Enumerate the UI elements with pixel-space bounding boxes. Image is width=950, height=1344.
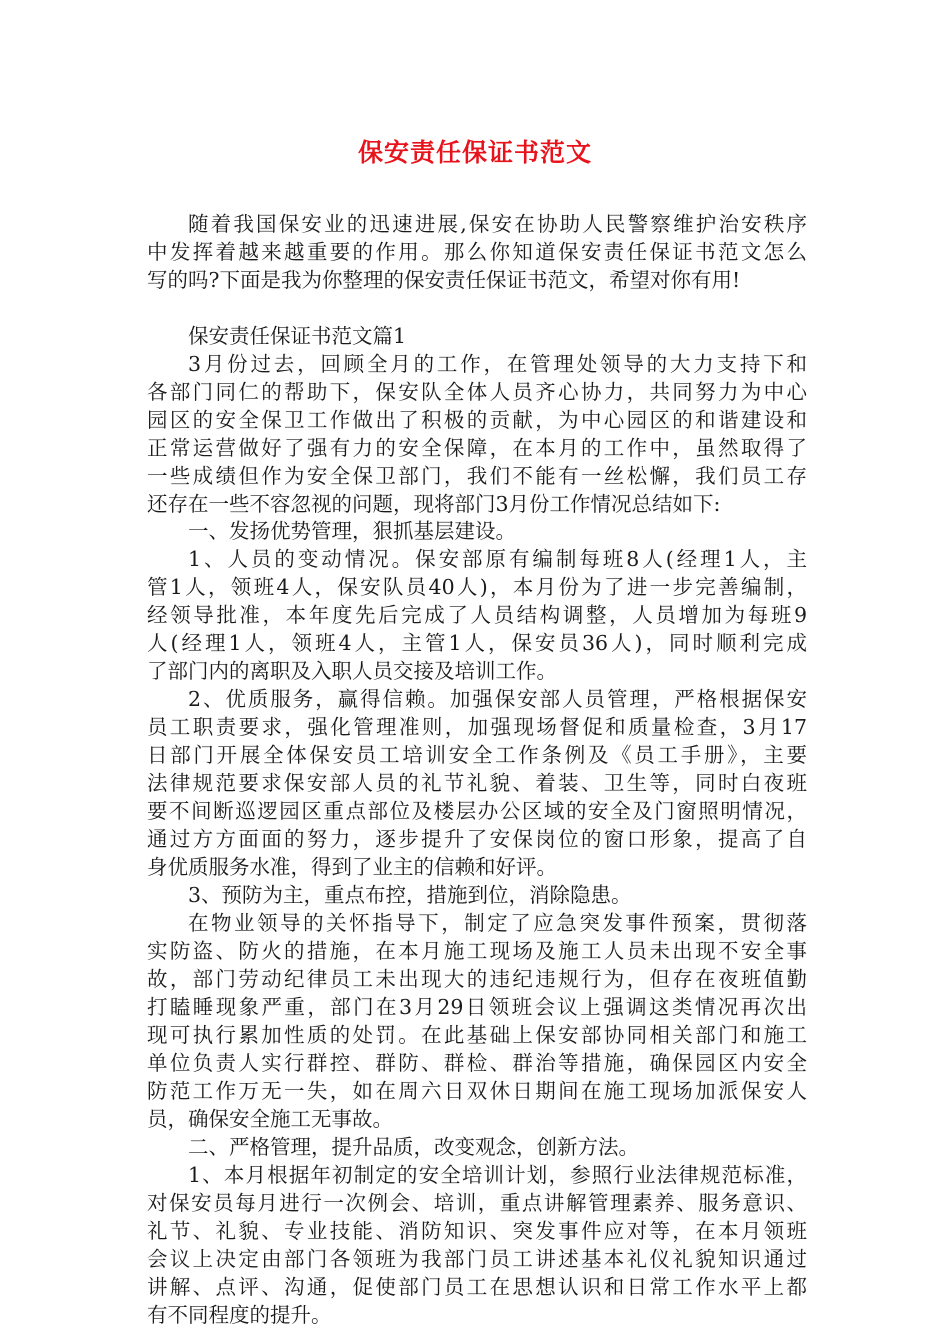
body-text-line: 员，确保安全施工无事故。 [147,1107,393,1131]
body-text-line: 正常运营做好了强有力的安全保障，在本月的工作中，虽然取得了 [147,436,807,460]
body-text-line: 现可执行累加性质的处罚。在此基础上保安部协同相关部门和施工 [147,1023,807,1047]
body-text-line: 在物业领导的关怀指导下，制定了应急突发事件预案，贯彻落 [188,911,807,935]
page-title: 保安责任保证书范文 [357,138,592,167]
body-text-line: 还存在一些不容忽视的问题，现将部门3月份工作情况总结如下: [147,492,721,516]
body-text-line: 3月份过去，回顾全月的工作，在管理处领导的大力支持下和 [188,352,807,376]
body-text-line: 写的吗?下面是我为你整理的保安责任保证书范文，希望对你有用! [147,268,741,292]
body-text-line: 园区的安全保卫工作做出了积极的贡献，为中心园区的和谐建设和 [147,408,807,432]
body-text-line: 了部门内的离职及入职人员交接及培训工作。 [147,659,557,683]
body-text-line: 一些成绩但作为安全保卫部门，我们不能有一丝松懈，我们员工存 [147,464,807,488]
body-text-line: 管1人，领班4人，保安队员40人)，本月份为了进一步完善编制， [147,575,807,599]
body-text-line: 防范工作万无一失，如在周六日双休日期间在施工现场加派保安人 [147,1079,807,1103]
body-text-line: 随着我国保安业的迅速进展,保安在协助人民警察维护治安秩序 [188,212,807,236]
body-text-line: 法律规范要求保安部人员的礼节礼貌、着装、卫生等，同时白夜班 [147,771,807,795]
body-text-line: 讲解、点评、沟通，促使部门员工在思想认识和日常工作水平上都 [147,1275,807,1299]
body-text-line: 2、优质服务，赢得信赖。加强保安部人员管理，严格根据保安 [188,687,807,711]
body-text-line: 3、预防为主，重点布控，措施到位，消除隐患。 [188,883,632,907]
body-text-line: 单位负责人实行群控、群防、群检、群治等措施，确保园区内安全 [147,1051,807,1075]
body-text-line: 一、发扬优势管理，狠抓基层建设。 [188,519,516,543]
body-text-line: 对保安员每月进行一次例会、培训，重点讲解管理素养、服务意识、 [147,1191,807,1215]
body-text-line: 实防盗、防火的措施，在本月施工现场及施工人员未出现不安全事 [147,939,807,963]
body-text-line: 保安责任保证书范文篇1 [188,324,407,348]
body-text-line: 身优质服务水准，得到了业主的信赖和好评。 [147,855,557,879]
body-text-line: 中发挥着越来越重要的作用。那么你知道保安责任保证书范文怎么 [147,240,807,264]
body-text-line: 有不同程度的提升。 [147,1303,332,1327]
body-text-line: 员工职责要求，强化管理准则，加强现场督促和质量检查，3月17 [147,715,807,739]
body-text-line: 1、本月根据年初制定的安全培训计划，参照行业法律规范标准， [188,1163,807,1187]
body-text-line: 日部门开展全体保安员工培训安全工作条例及《员工手册》，主要 [147,743,807,767]
body-text-line: 各部门同仁的帮助下，保安队全体人员齐心协力，共同努力为中心 [147,380,807,404]
body-text-line: 二、严格管理，提升品质，改变观念，创新方法。 [188,1135,639,1159]
body-text-line: 会议上决定由部门各领班为我部门员工讲述基本礼仪礼貌知识通过 [147,1247,807,1271]
body-text-line: 1、人员的变动情况。保安部原有编制每班8人(经理1人，主 [188,547,807,571]
body-text-line: 打瞌睡现象严重，部门在3月29日领班会议上强调这类情况再次出 [147,995,807,1019]
body-text-line: 要不间断巡逻园区重点部位及楼层办公区域的安全及门窗照明情况， [147,799,807,823]
body-text-line: 故，部门劳动纪律员工未出现大的违纪违规行为，但存在夜班值勤 [147,967,807,991]
body-text-line: 通过方方面面的努力，逐步提升了安保岗位的窗口形象，提高了自 [147,827,807,851]
body-text-line: 人(经理1人，领班4人，主管1人，保安员36人)，同时顺利完成 [147,631,807,655]
body-text-line: 经领导批准，本年度先后完成了人员结构调整，人员增加为每班9 [147,603,807,627]
body-text-line: 礼节、礼貌、专业技能、消防知识、突发事件应对等，在本月领班 [147,1219,807,1243]
